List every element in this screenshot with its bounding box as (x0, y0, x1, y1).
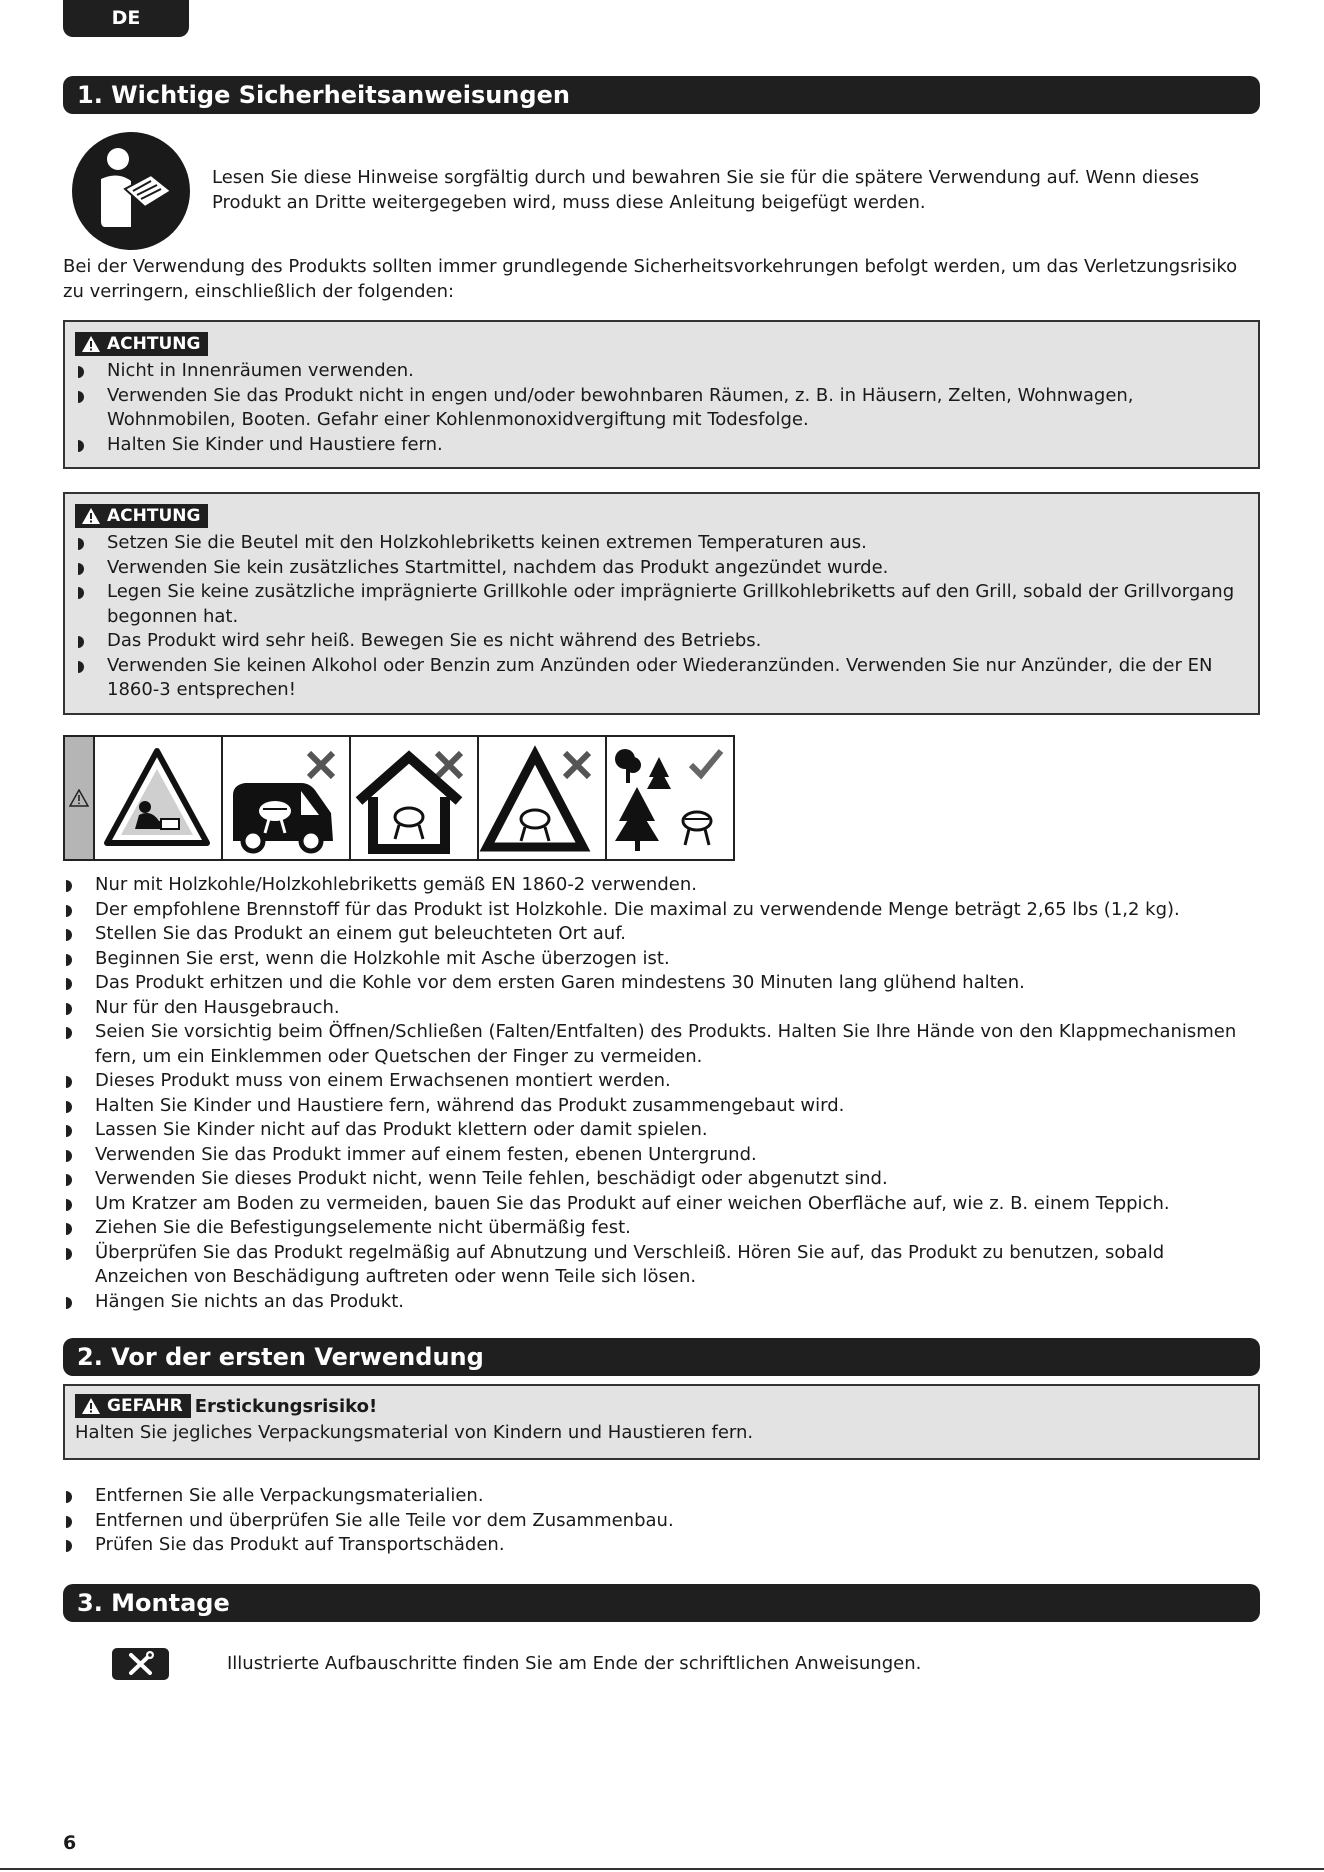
danger-title: Erstickungsrisiko! (194, 1395, 378, 1417)
list-item: Nur für den Hausgebrauch. (63, 996, 1260, 1021)
safety-list (63, 873, 1260, 1314)
list-item: Entfernen und überprüfen Sie alle Teile vor dem Zusammenbau. (63, 1509, 1260, 1534)
list-item: Beginnen Sie erst, wenn die Holzkohle mit Asche überzogen ist. (63, 947, 1260, 972)
tools-icon (112, 1648, 169, 1680)
list-item: Ziehen Sie die Befestigungselemente nicht übermäßig fest. (63, 1216, 1260, 1241)
list-item: Überprüfen Sie das Produkt regelmäßig auf Abnutzung und Verschleiß. Hören Sie auf, das Produkt zu benutzen, sobald Anzeichen von Beschädigung auftreten oder wenn Teile sich lösen. (63, 1241, 1260, 1290)
warning-badge (75, 504, 208, 528)
danger-text: Halten Sie jegliches Verpackungsmaterial von Kindern und Haustieren fern. (75, 1422, 754, 1443)
list-item: Nicht in Innenräumen verwenden. (75, 359, 1248, 384)
warning-triangle-icon (81, 335, 101, 353)
no-tent-icon (479, 737, 607, 859)
general-note-line-2: zu verringern, einschließlich der folgenden: (63, 281, 455, 302)
list-item: Hängen Sie nichts an das Produkt. (63, 1290, 1260, 1315)
list-item: Das Produkt wird sehr heiß. Bewegen Sie es nicht während des Betriebs. (75, 629, 1248, 654)
list-item: Verwenden Sie keinen Alkohol oder Benzin zum Anzünden oder Wiederanzünden. Verwenden Sie nur Anzünder, die der EN 1860-3 entsprechen! (75, 654, 1248, 703)
no-vehicle-icon (223, 737, 351, 859)
list-item: Verwenden Sie das Produkt immer auf einem festen, ebenen Untergrund. (63, 1143, 1260, 1168)
list-item: Der empfohlene Brennstoff für das Produkt ist Holzkohle. Die maximal zu verwendende Menge beträgt 2,65 lbs (1,2 kg). (63, 898, 1260, 923)
warning-list-1 (75, 359, 1248, 457)
list-item: Prüfen Sie das Produkt auf Transportschäden. (63, 1533, 1260, 1558)
page-bottom-rule (0, 1868, 1324, 1870)
assembly-note: Illustrierte Aufbauschritte finden Sie am Ende der schriftlichen Anweisungen. (227, 1653, 922, 1674)
list-item: Lassen Sie Kinder nicht auf das Produkt klettern oder damit spielen. (63, 1118, 1260, 1143)
read-note-line-2: Produkt an Dritte weitergegeben wird, muss diese Anleitung beigefügt werden. (212, 192, 926, 213)
danger-box (63, 1384, 1260, 1460)
list-item: Verwenden Sie das Produkt nicht in engen und/oder bewohnbaren Räumen, z. B. in Häusern, Zelten, Wohnwagen, Wohnmobilen, Booten. Gefahr einer Kohlenmonoxidvergiftung mit Todesfolge. (75, 384, 1248, 433)
page-number: 6 (63, 1832, 77, 1854)
list-item: Verwenden Sie dieses Produkt nicht, wenn Teile fehlen, beschädigt oder abgenutzt sind. (63, 1167, 1260, 1192)
warning-badge (75, 332, 208, 356)
no-house-icon (351, 737, 479, 859)
list-item: Das Produkt erhitzen und die Kohle vor dem ersten Garen mindestens 30 Minuten lang glühend halten. (63, 971, 1260, 996)
section-title-safety: 1. Wichtige Sicherheitsanweisungen (63, 76, 1260, 114)
outdoor-ok-icon (607, 737, 733, 859)
list-item: Nur mit Holzkohle/Holzkohlebriketts gemäß EN 1860-2 verwenden. (63, 873, 1260, 898)
list-item: Stellen Sie das Produkt an einem gut beleuchteten Ort auf. (63, 922, 1260, 947)
pictogram-row (63, 735, 735, 861)
list-item: Dieses Produkt muss von einem Erwachsenen montiert werden. (63, 1069, 1260, 1094)
before-use-list (63, 1484, 1260, 1558)
list-item: Entfernen Sie alle Verpackungsmaterialien. (63, 1484, 1260, 1509)
warning-box-2 (63, 492, 1260, 715)
list-item: Verwenden Sie kein zusätzliches Startmittel, nachdem das Produkt angezündet wurde. (75, 556, 1248, 581)
list-item: Seien Sie vorsichtig beim Öffnen/Schließen (Falten/Entfalten) des Produkts. Halten Sie Ihre Hände von den Klappmechanismen fern, um ein Einklemmen oder Quetschen der Finger zu vermeiden. (63, 1020, 1260, 1069)
warning-label: ACHTUNG (107, 334, 201, 354)
warning-triangle-icon (81, 1397, 101, 1415)
warning-list-2 (75, 531, 1248, 703)
general-note-line-1: Bei der Verwendung des Produkts sollten immer grundlegende Sicherheitsvorkehrungen befolgt werden, um das Verletzungsrisiko (63, 256, 1238, 277)
warning-triangle-icon (81, 507, 101, 525)
list-item: Um Kratzer am Boden zu vermeiden, bauen Sie das Produkt auf einer weichen Oberfläche auf, wie z. B. einem Teppich. (63, 1192, 1260, 1217)
section-title-before-use: 2. Vor der ersten Verwendung (63, 1338, 1260, 1376)
warning-label: ACHTUNG (107, 506, 201, 526)
danger-label: GEFAHR (107, 1396, 183, 1416)
warning-box-1 (63, 320, 1260, 469)
list-item: Halten Sie Kinder und Haustiere fern, während das Produkt zusammengebaut wird. (63, 1094, 1260, 1119)
list-item: Halten Sie Kinder und Haustiere fern. (75, 433, 1248, 458)
co-poisoning-warning-icon (95, 737, 223, 859)
read-note-line-1: Lesen Sie diese Hinweise sorgfältig durch und bewahren Sie sie für die spätere Verwendung auf. Wenn dieses (212, 167, 1200, 188)
danger-badge (75, 1394, 191, 1418)
list-item: Legen Sie keine zusätzliche imprägnierte Grillkohle oder imprägnierte Grillkohlebriketts auf den Grill, sobald der Grillvorgang begonnen hat. (75, 580, 1248, 629)
read-manual-icon (71, 131, 191, 251)
list-item: Setzen Sie die Beutel mit den Holzkohlebriketts keinen extremen Temperaturen aus. (75, 531, 1248, 556)
section-title-assembly: 3. Montage (63, 1584, 1260, 1622)
language-tab: DE (63, 0, 189, 37)
warning-triangle-icon (65, 737, 95, 859)
